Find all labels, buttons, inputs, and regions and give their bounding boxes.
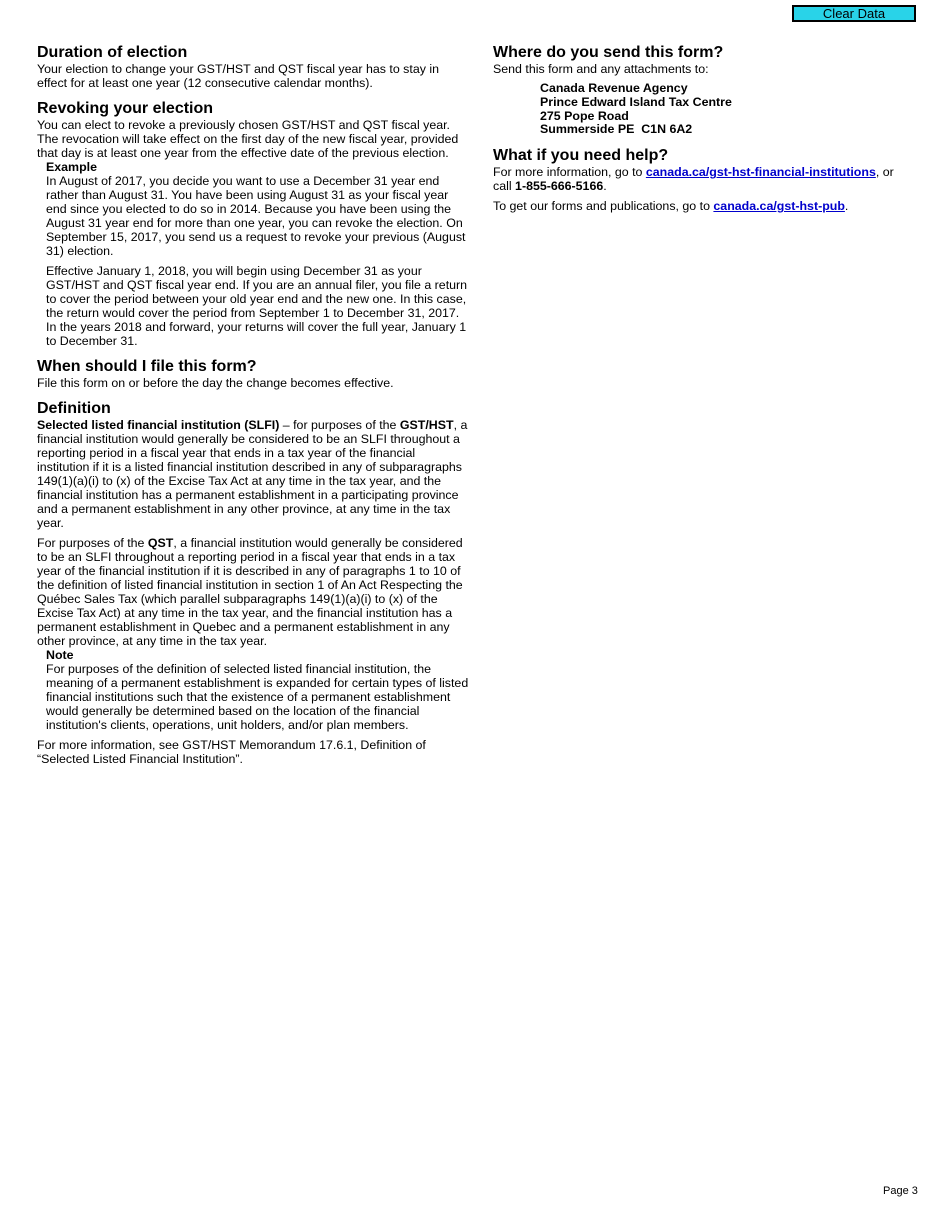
note-block [46, 648, 469, 732]
revoking-text: You can elect to revoke a previously chosen GST/HST and QST fiscal year. The revocation will take effect on the first day of the new fiscal year, provided that day is at least one year from the effective date of the previous election. [37, 118, 459, 160]
left-column [37, 43, 469, 775]
help-section [493, 146, 913, 213]
note-label: Note [46, 648, 74, 662]
revoking-heading: Revoking your election [37, 100, 214, 117]
qst-bold: QST [147, 536, 174, 550]
send-section [493, 43, 913, 137]
help-paragraph-2 [493, 199, 913, 213]
page-number: Page 3 [883, 1185, 918, 1197]
phone-number: 1-855-666-5166 [515, 179, 604, 194]
revoking-section [37, 99, 469, 348]
help-p1-part-c: . [603, 179, 607, 194]
definition-paragraph-2 [37, 536, 469, 648]
example-block [46, 160, 469, 348]
note-text: For purposes of the definition of selected listed financial institution, the meaning of a permanent establishment is expanded for certain types of listed financial institutions such that the existence of a permanent establishment would generally be determined based on the location of the financial institution's clients, operations, unit holders, and/or plan members. [46, 662, 469, 732]
address-line: 275 Pope Road [540, 108, 629, 123]
right-column [493, 43, 913, 222]
definition-paragraph-1 [37, 418, 469, 530]
example-paragraph-1: In August of 2017, you decide you want to use a December 31 year end rather than August 31. You have been using August 31 as your fiscal year end since you elected to do so in 2014. Because you have been using the August 31 year end for more than one year, you can revoke the election. On September 15, 2017, you send us a request to revoke your previous (August 31) election. [46, 174, 466, 258]
financial-institutions-link[interactable]: canada.ca/gst-hst-financial-institutions [645, 165, 876, 180]
address-line: Prince Edward Island Tax Centre [540, 94, 732, 109]
definition-section [37, 399, 469, 766]
duration-heading: Duration of election [37, 44, 188, 61]
definition-heading: Definition [37, 400, 111, 417]
more-info-text: For more information, see GST/HST Memorandum 17.6.1, Definition of “Selected Listed Financial Institution”. [37, 738, 426, 766]
def-p1-part-b: , a financial institution would generally be considered to be an SLFI throughout a reporting period in a fiscal year that ends in a tax year of the financial institution if it is a listed financial institution described in any of subparagraphs 149(1)(a)(i) to (x) of the Excise Tax Act at any time in the tax year, and the financial institution has a permanent establishment in a participating province and a permanent establishment in any other province, at any time in the tax year. [37, 418, 468, 530]
when-section [37, 357, 469, 390]
help-heading: What if you need help? [493, 147, 669, 165]
def-p2-part-b: , a financial institution would generally be considered to be an SLFI throughout a reporting period in a fiscal year that ends in a tax year of the financial institution if it is described in any of paragraphs 1 to 10 of the definition of listed financial institution in section 1 of An Act Respecting the Québec Sales Tax (which parallel subparagraphs 149(1)(a)(i) to (x) of the Excise Tax Act) at any time in the tax year, and the financial institution has a permanent establishment in Quebec and a permanent establishment in any other province, at any time in the tax year. [37, 536, 463, 648]
def-p1-part-a: – for purposes of the [279, 418, 400, 432]
address-line: Canada Revenue Agency [540, 81, 688, 95]
gst-hst-bold: GST/HST [399, 418, 454, 432]
help-paragraph-1 [493, 165, 913, 193]
mailing-address [540, 82, 913, 137]
when-text: File this form on or before the day the change becomes effective. [37, 376, 394, 390]
when-heading: When should I file this form? [37, 358, 257, 375]
send-text: Send this form and any attachments to: [493, 62, 709, 76]
send-heading: Where do you send this form? [493, 44, 724, 61]
duration-section [37, 43, 469, 90]
help-p1-part-b: , or call [493, 165, 894, 194]
def-p2-part-a: For purposes of the [37, 536, 148, 550]
clear-data-button[interactable]: Clear Data [792, 5, 916, 22]
example-label: Example [46, 160, 97, 174]
address-line: Summerside PE C1N 6A2 [540, 122, 693, 137]
slfi-term: Selected listed financial institution (SLFI) [37, 418, 280, 432]
duration-text: Your election to change your GST/HST and QST fiscal year has to stay in effect for at least one year (12 consecutive calendar months). [37, 62, 439, 90]
help-p1-part-a: For more information, go to [493, 165, 646, 180]
forms-publications-link[interactable]: canada.ca/gst-hst-pub [713, 199, 845, 214]
help-p2-part-b: . [844, 199, 849, 214]
example-paragraph-2: Effective January 1, 2018, you will begin using December 31 as your GST/HST and QST fiscal year end. If you are an annual filer, you file a return to cover the period between your old year end and the new one. In this case, the return would cover the period from September 1 to December 31, 2017. In the years 2018 and forward, your returns will cover the full year, January 1 to December 31. [46, 264, 468, 348]
help-p2-part-a: To get our forms and publications, go to [493, 199, 714, 214]
